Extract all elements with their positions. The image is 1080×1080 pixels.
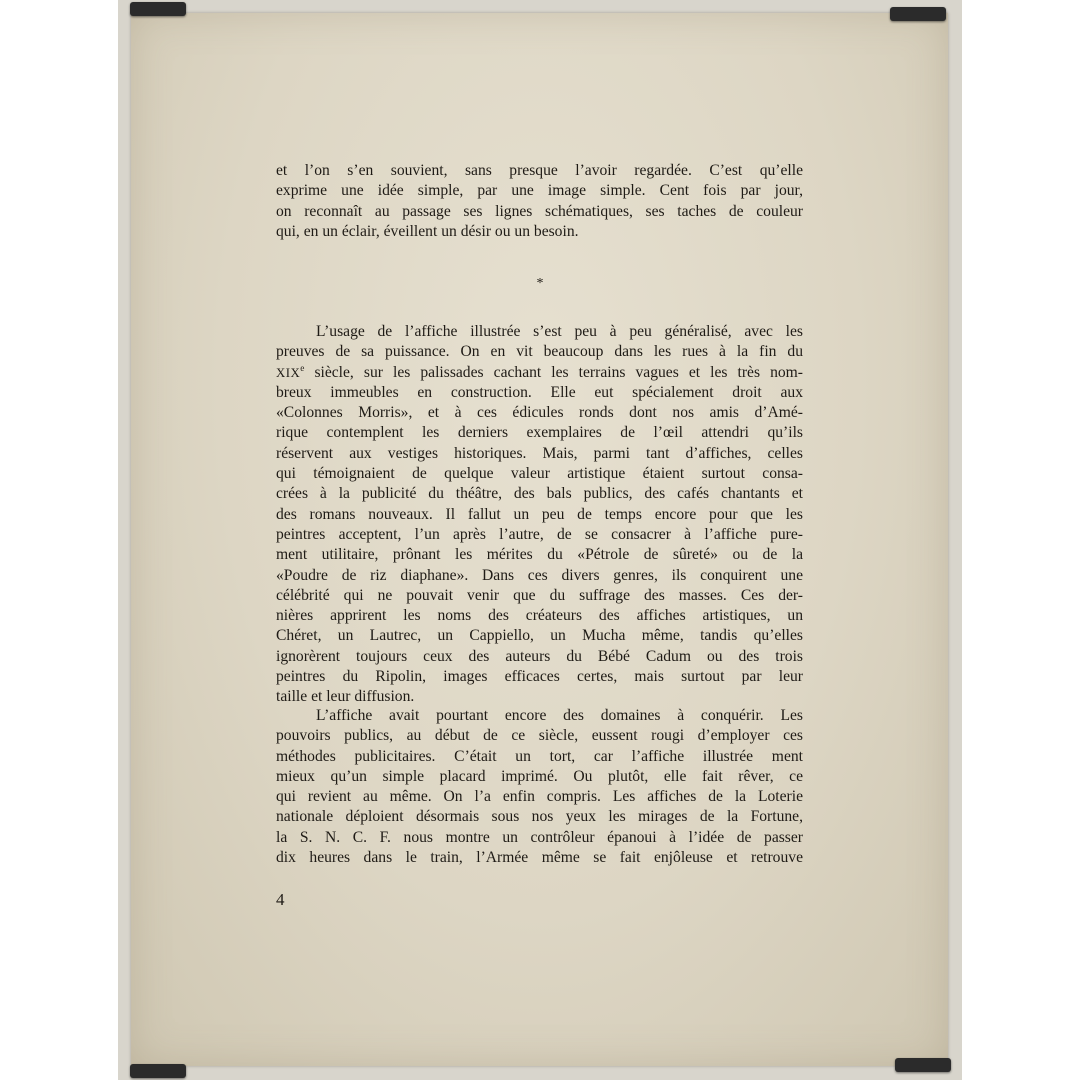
text-line: qui, en un éclair, éveillent un désir ou un besoin. bbox=[276, 222, 579, 240]
text-line: on reconnaît au passage ses lignes schématiques, ses taches de couleur bbox=[276, 202, 803, 220]
text-line: «Poudre de riz diaphane». Dans ces divers genres, ils conquirent une bbox=[276, 566, 803, 584]
text-line: nières apprirent les noms des créateurs des affiches artistiques, un bbox=[276, 607, 803, 625]
clip-top-right bbox=[890, 7, 946, 21]
text-line: ignorèrent toujours ceux des auteurs du Bébé Cadum ou des trois bbox=[276, 647, 803, 665]
clip-bottom-right bbox=[895, 1058, 951, 1072]
text-line: nationale déploient désormais sous nos yeux les mirages de la Fortune, bbox=[276, 808, 803, 826]
text-line: et l’on s’en souvient, sans presque l’avoir regardée. C’est qu’elle bbox=[276, 162, 803, 179]
text-line: pouvoirs publics, au début de ce siècle, eussent rougi d’employer ces bbox=[276, 727, 803, 745]
text-line: crées à la publicité du théâtre, des bals publics, des cafés chantants et bbox=[276, 485, 803, 503]
clip-bottom-left bbox=[130, 1064, 186, 1078]
text-line: exprime une idée simple, par une image simple. Cent fois par jour, bbox=[276, 182, 803, 200]
text-line: mieux qu’un simple placard imprimé. Ou plutôt, elle fait rêver, ce bbox=[276, 767, 803, 785]
text-line: réservent aux vestiges historiques. Mais, parmi tant d’affiches, celles bbox=[276, 444, 803, 462]
century-numeral: XIX bbox=[276, 365, 301, 380]
text-line: la S. N. C. F. nous montre un contrôleur épanoui à l’idée de passer bbox=[276, 828, 803, 846]
text-line: qui témoignaient de quelque valeur artistique étaient surtout consa- bbox=[276, 465, 803, 483]
paragraph-1 bbox=[276, 161, 803, 242]
text-line: taille et leur diffusion. bbox=[276, 688, 415, 706]
text-line: méthodes publicitaires. C’était un tort, car l’affiche illustrée ment bbox=[276, 747, 803, 765]
text-line: peintres acceptent, l’un après l’autre, de se consacrer à l’affiche pure- bbox=[276, 525, 803, 543]
text-line: dix heures dans le train, l’Armée même se fait enjôleuse et retrouve bbox=[276, 849, 803, 867]
text-line-rest: siècle, sur les palissades cachant les terrains vagues et les très nom- bbox=[314, 363, 803, 381]
text-line: L’usage de l’affiche illustrée s’est peu à peu généralisé, avec les bbox=[316, 323, 803, 340]
text-line: L’affiche avait pourtant encore des domaines à conquérir. Les bbox=[316, 707, 803, 724]
paragraph-3 bbox=[276, 706, 803, 868]
text-line: célébrité qui ne pouvait venir que du suffrage des masses. Ces der- bbox=[276, 586, 803, 604]
text-line: des romans nouveaux. Il fallut un peu de temps encore pour que les bbox=[276, 505, 803, 523]
text-line: «Colonnes Morris», et à ces édicules ronds dont nos amis d’Amé- bbox=[276, 404, 803, 422]
paragraph-2 bbox=[276, 322, 803, 708]
page-number: 4 bbox=[276, 890, 285, 909]
text-line: rique contemplent les derniers exemplaires de l’œil attendri qu’ils bbox=[276, 424, 803, 442]
text-line: qui revient au même. On l’a enfin compris. Les affiches de la Loterie bbox=[276, 788, 803, 806]
text-line: breux immeubles en construction. Elle eut spécialement droit aux bbox=[276, 383, 803, 401]
section-separator: * bbox=[536, 276, 544, 291]
text-line: peintres du Ripolin, images efficaces certes, mais surtout par leur bbox=[276, 668, 803, 686]
text-line: preuves de sa puissance. On en vit beaucoup dans les rues à la fin du bbox=[276, 343, 803, 361]
text-line-century bbox=[276, 363, 803, 383]
clip-top-left bbox=[130, 2, 186, 16]
text-line: Chéret, un Lautrec, un Cappiello, un Mucha même, tandis qu’elles bbox=[276, 627, 803, 645]
century-suffix: e bbox=[300, 363, 305, 374]
text-line: ment utilitaire, prônant les mérites du «Pétrole de sûreté» ou de la bbox=[276, 546, 803, 564]
